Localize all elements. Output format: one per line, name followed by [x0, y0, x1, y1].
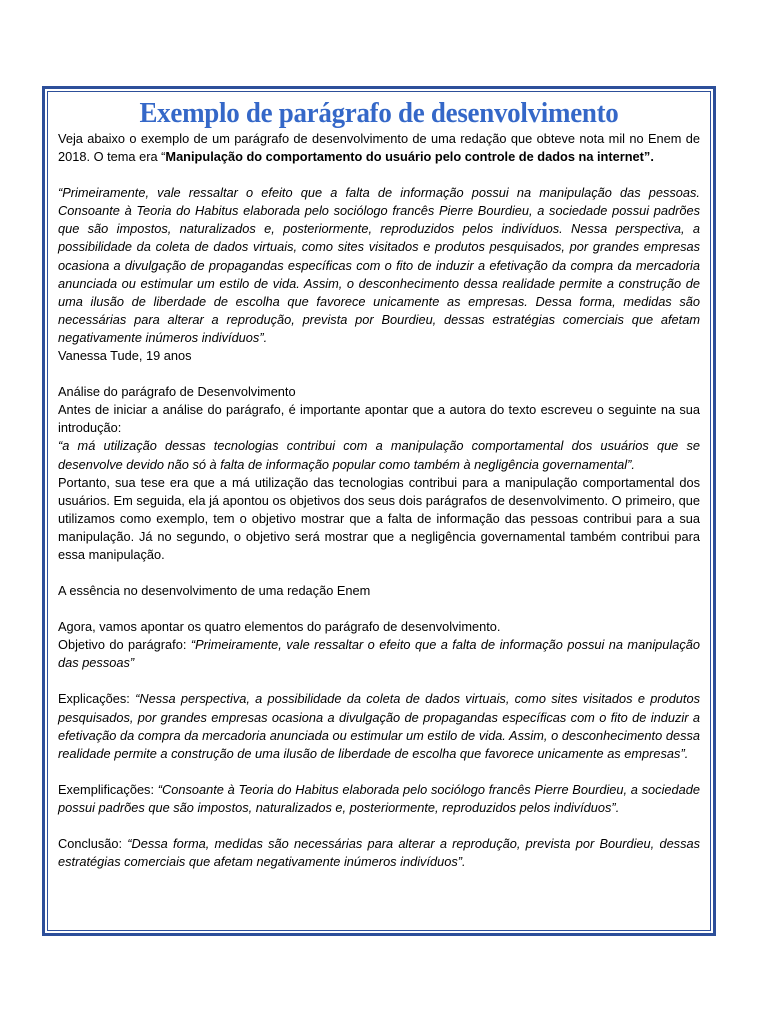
spacer: [58, 600, 700, 618]
intro-text: Veja abaixo o exemplo de um parágrafo de desenvolvimento de uma redação que obteve nota mil no Enem de 2018. O tema era “: [58, 131, 700, 165]
intro-paragraph: [58, 130, 700, 166]
essence-item-label: Objetivo do parágrafo:: [58, 637, 187, 653]
essence-item-text: “Dessa forma, medidas são necessárias para alterar a reprodução, prevista por Bourdieu, dessas estratégias comerciais que afetam negativamente inúmeros indivíduos”.: [58, 836, 700, 870]
analysis-lead: Antes de iniciar a análise do parágrafo, é importante apontar que a autora do texto escreveu o seguinte na sua introdução:: [58, 402, 700, 436]
page-title: Exemplo de parágrafo de desenvolvimento: [139, 97, 619, 129]
intro-theme: Manipulação do comportamento do usuário pelo controle de dados na internet”.: [165, 149, 654, 165]
essence-item-conclusion: [58, 835, 700, 871]
essence-item-label: Exemplificações:: [58, 781, 155, 797]
example-paragraph: “Primeiramente, vale ressaltar o efeito que a falta de informação possui na manipulação das pessoas. Consoante à Teoria do Habitus elaborada pelo sociólogo francês Pierre Bourdieu, a sociedade possui padrões que são impostos, naturalizados e, posteriormente, reproduzidos pelos indivíduos. Nessa perspectiva, a possibilidade da coleta de dados virtuais, como sites visitados e produtos pesquisados, por grandes empresas ocasiona a divulgação de propagandas específicas com o fito de induzir a efetivação da compra da mercadoria anunciada ou estimular um estilo de vida. Assim, o desconhecimento dessa realidade permite a construção de uma ilusão de liberdade de escolha que favorece unicamente as empresas. Dessa forma, medidas são necessárias para alterar a reprodução, prevista por Bourdieu, dessas estratégias comerciais que afetam negativamente inúmeros indivíduos”.: [58, 185, 700, 345]
spacer: [58, 817, 700, 835]
spacer: [58, 763, 700, 781]
document-frame-inner: [47, 91, 711, 931]
essence-heading: A essência no desenvolvimento de uma redação Enem: [58, 583, 371, 599]
analysis-body: Portanto, sua tese era que a má utilização das tecnologias contribui para a manipulação comportamental dos usuários. Em seguida, ela já apontou os objetivos dos seus dois parágrafos de desenvolvimento. O primeiro, que utilizamos como exemplo, tem o objetivo mostrar que a falta de informação das pessoas contribui para a sua manipulação. Já no segundo, o objetivo será mostrar que a negligência governamental também contribui para essa manipulação.: [58, 474, 700, 562]
analysis-quote: “a má utilização dessas tecnologias contribui com a manipulação comportamental dos usuários que se desenvolve devido não só à falta de informação popular como também à negligência governamental”.: [58, 438, 700, 472]
essence-item-text: “Nessa perspectiva, a possibilidade da coleta de dados virtuais, como sites visitados e produtos pesquisados, por grandes empresas ocasiona a divulgação de propagandas específicas com o fito de induzir a efetivação da compra da mercadoria anunciada ou estimular um estilo de vida. Assim, o desconhecimento dessa realidade permite a construção de uma ilusão de liberdade de escolha que favorece unicamente as empresas”.: [58, 691, 700, 761]
essence-item-objective: [58, 636, 700, 672]
essence-item-explanations: [58, 690, 700, 762]
spacer: [58, 166, 700, 184]
spacer: [58, 365, 700, 383]
essence-item-label: Explicações:: [58, 691, 130, 707]
essence-item-text: “Consoante à Teoria do Habitus elaborada pelo sociólogo francês Pierre Bourdieu, a sociedade possui padrões que são impostos, naturalizados e, posteriormente, reproduzidos pelos indivíduos”.: [58, 781, 700, 815]
essence-item-text: “Primeiramente, vale ressaltar o efeito que a falta de informação possui na manipulação das pessoas”: [58, 637, 700, 671]
spacer: [58, 564, 700, 582]
essence-lead: Agora, vamos apontar os quatro elementos do parágrafo de desenvolvimento.: [58, 619, 501, 635]
essence-item-label: Conclusão:: [58, 836, 123, 851]
spacer: [58, 672, 700, 690]
author-line: Vanessa Tude, 19 anos: [58, 348, 192, 364]
analysis-heading: Análise do parágrafo de Desenvolvimento: [58, 384, 296, 400]
essence-item-examples: [58, 781, 700, 817]
document-frame: [42, 86, 716, 936]
